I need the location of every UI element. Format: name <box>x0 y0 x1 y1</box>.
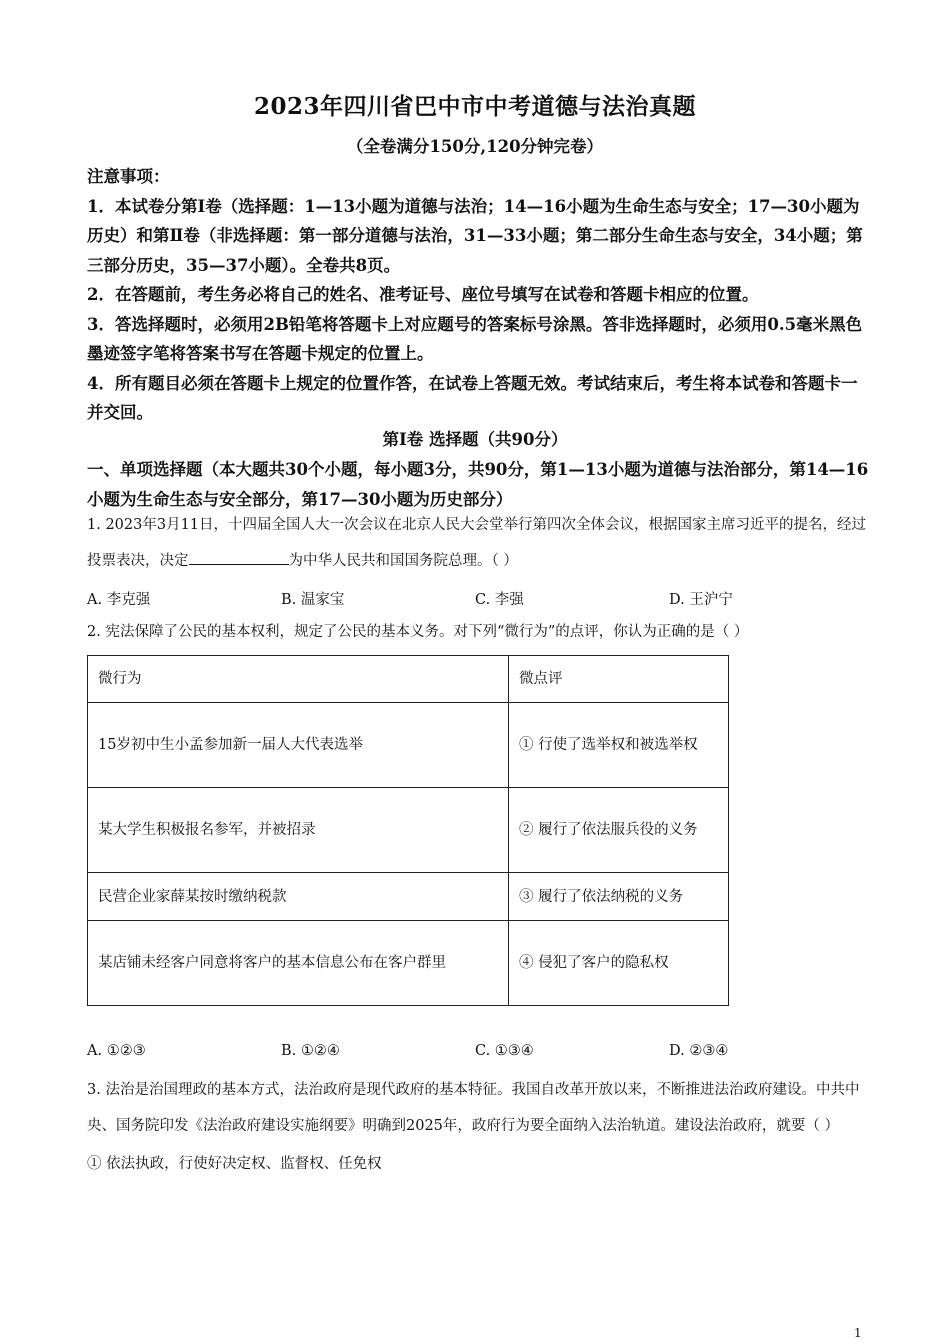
answer-blank <box>189 563 289 565</box>
notice-heading: 注意事项： <box>87 167 170 186</box>
q2-option-d: D. ②③④ <box>669 1043 729 1059</box>
q1-option-c: C. 李强 <box>475 592 524 608</box>
table-cell: 民营企业家薛某按时缴纳税款 <box>88 873 509 921</box>
notice-item: 4．所有题目必须在答题卡上规定的位置作答，在试卷上答题无效。考试结束后，考生将本试卷和答题卡一并交回。 <box>87 373 858 422</box>
q3-item-1: ① 依法执政，行使好决定权、监督权、任免权 <box>87 1156 382 1172</box>
question-2 <box>87 614 877 650</box>
notice-item: 2．在答题前，考生务必将自己的姓名、准考证号、座位号填写在试卷和答题卡相应的位置。 <box>87 285 759 304</box>
q2-stem: 2. 宪法保障了公民的基本权利，规定了公民的基本义务。对下列“微行为”的点评，你认为正确的是（ ） <box>87 624 749 640</box>
table-cell: 某大学生积极报名参军，并被招录 <box>88 788 509 873</box>
q2-table <box>87 655 729 1006</box>
q1-option-a: A. 李克强 <box>87 592 151 608</box>
table-cell: 某店铺未经客户同意将客户的基本信息公布在客户群里 <box>88 921 509 1006</box>
notice-item: 1．本试卷分第Ⅰ卷（选择题：1—13小题为道德与法治；14—16小题为生命生态与安全；17—30小题为历史）和第Ⅱ卷（非选择题：第一部分道德与法治，31—33小题；第二部分生命生态与安全，34小题；第三部分历史，35—37小题）。全卷共8页。 <box>87 196 863 275</box>
table-cell: 15岁初中生小孟参加新一届人大代表选举 <box>88 703 509 788</box>
q1-stem-end: 为中华人民共和国国务院总理。（ ） <box>288 553 518 569</box>
page-subtitle: （全卷满分150分,120分钟完卷） <box>346 137 604 156</box>
q1-option-d: D. 王沪宁 <box>669 592 733 608</box>
table-cell: ④ 侵犯了客户的隐私权 <box>509 921 729 1006</box>
question-3 <box>87 1072 877 1184</box>
table-cell: ① 行使了选举权和被选举权 <box>509 703 729 788</box>
notice-item: 3．答选择题时，必须用2B铅笔将答题卡上对应题号的答案标号涂黑。答非选择题时，必须用0.5毫米黑色墨迹签字笔将答案书写在答题卡规定的位置上。 <box>87 314 863 363</box>
q2-option-c: C. ①③④ <box>475 1043 534 1059</box>
page-title: 2023年四川省巴中市中考道德与法治真题 <box>253 93 696 120</box>
q2-option-a: A. ①②③ <box>87 1043 146 1059</box>
table-header: 微行为 <box>88 656 509 703</box>
table-cell: ② 履行了依法服兵役的义务 <box>509 788 729 873</box>
table-cell: ③ 履行了依法纳税的义务 <box>509 873 729 921</box>
question-1 <box>87 507 877 579</box>
part-title: 一、单项选择题（本大题共30个小题，每小题3分，共90分，第1—13小题为道德与法治部分，第14—16小题为生命生态与安全部分，第17—30小题为历史部分） <box>87 460 869 509</box>
q2-option-b: B. ①②④ <box>281 1043 340 1059</box>
notice-block <box>87 162 867 428</box>
section-title: 第Ⅰ卷 选择题（共90分） <box>382 430 568 449</box>
page-number: 1 <box>854 1326 862 1340</box>
q1-stem: 1. 2023年3月11日，十四届全国人大一次会议在北京人民大会堂举行第四次全体会议，根据国家主席习近平的提名，经过投票表决，决定 <box>87 517 867 569</box>
table-header: 微点评 <box>509 656 729 703</box>
q1-option-b: B. 温家宝 <box>281 592 345 608</box>
q3-stem: 3. 法治是治国理政的基本方式，法治政府是现代政府的基本特征。我国自改革开放以来，不断推进法治政府建设。中共中央、国务院印发《法治政府建设实施纲要》明确到2025年，政府行为要全面纳入法治轨道。建设法治政府，就要（ ） <box>87 1082 860 1134</box>
